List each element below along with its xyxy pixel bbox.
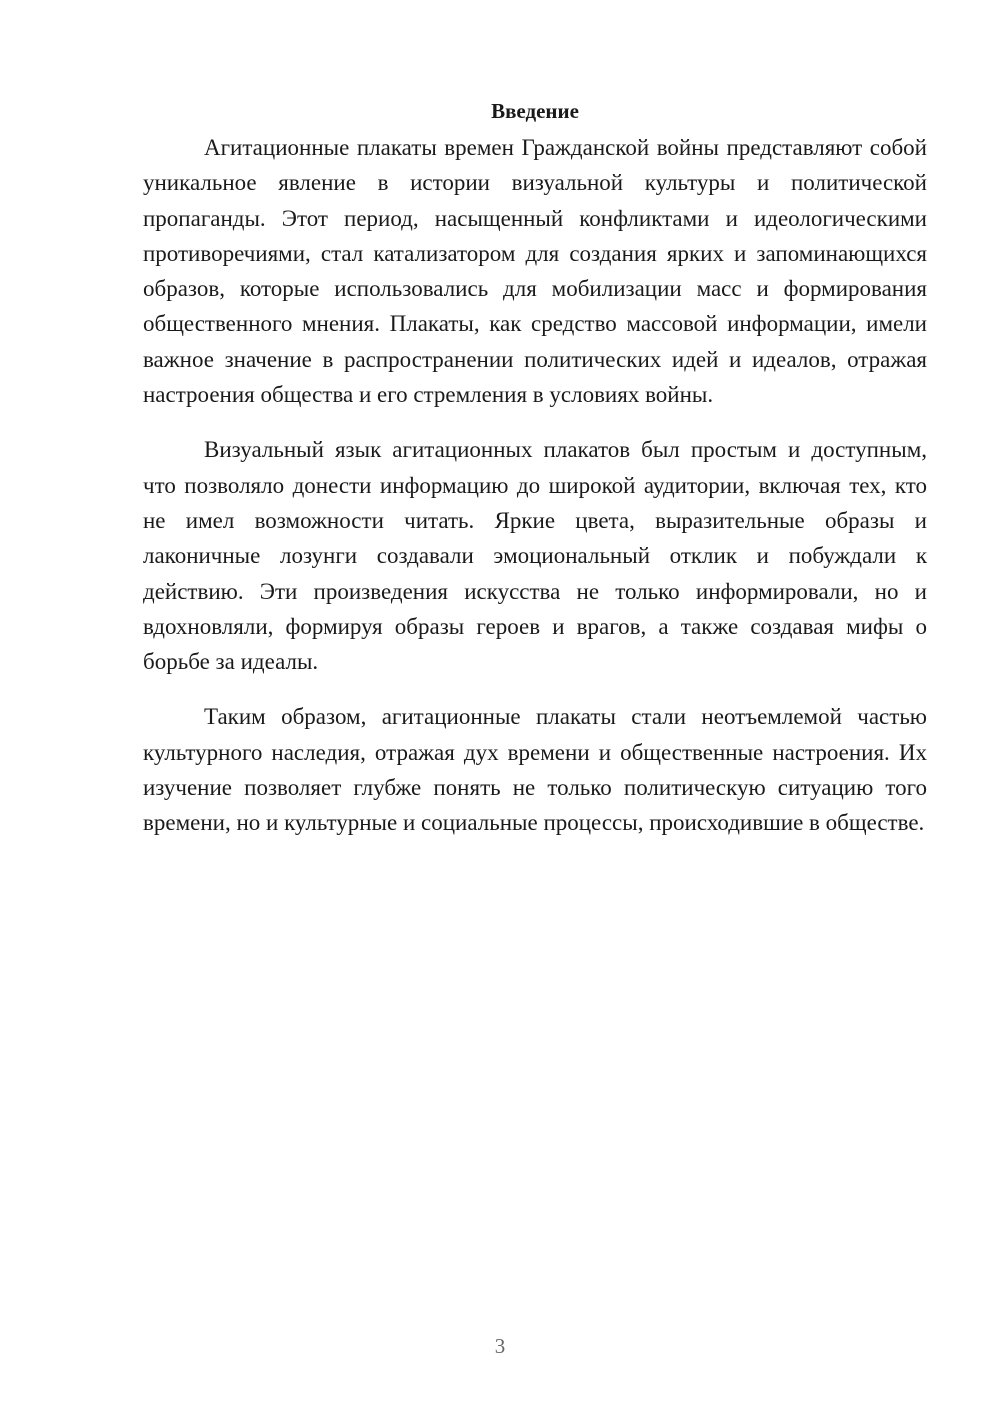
- section-heading: Введение: [491, 99, 579, 123]
- page-number: 3: [494, 1334, 506, 1358]
- page-content: [143, 96, 927, 861]
- paragraph-2: Визуальный язык агитационных плакатов был простым и доступным, что позволяло донести информацию до широкой аудитории, включая тех, кто не имел возможности читать. Яркие цвета, выразительные образы и лаконичные лозунги создавали эмоциональный отклик и побуждали к действию. Эти произведения искусства не только информировали, но и вдохновляли, формируя образы героев и врагов, а также создавая мифы о борьбе за идеалы.: [143, 437, 927, 675]
- paragraph-3: Таким образом, агитационные плакаты стали неотъемлемой частью культурного наследия, отражая дух времени и общественные настроения. Их изучение позволяет глубже понять не только политическую ситуацию того времени, но и культурные и социальные процессы, происходившие в обществе.: [143, 704, 927, 836]
- paragraph-1: Агитационные плакаты времен Гражданской войны представляют собой уникальное явление в истории визуальной культуры и политической пропаганды. Этот период, насыщенный конфликтами и идеологическими противоречиями, стал катализатором для создания ярких и запоминающихся образов, которые использовались для мобилизации масс и формирования общественного мнения. Плакаты, как средство массовой информации, имели важное значение в распространении политических идей и идеалов, отражая настроения общества и его стремления в условиях войны.: [143, 135, 927, 408]
